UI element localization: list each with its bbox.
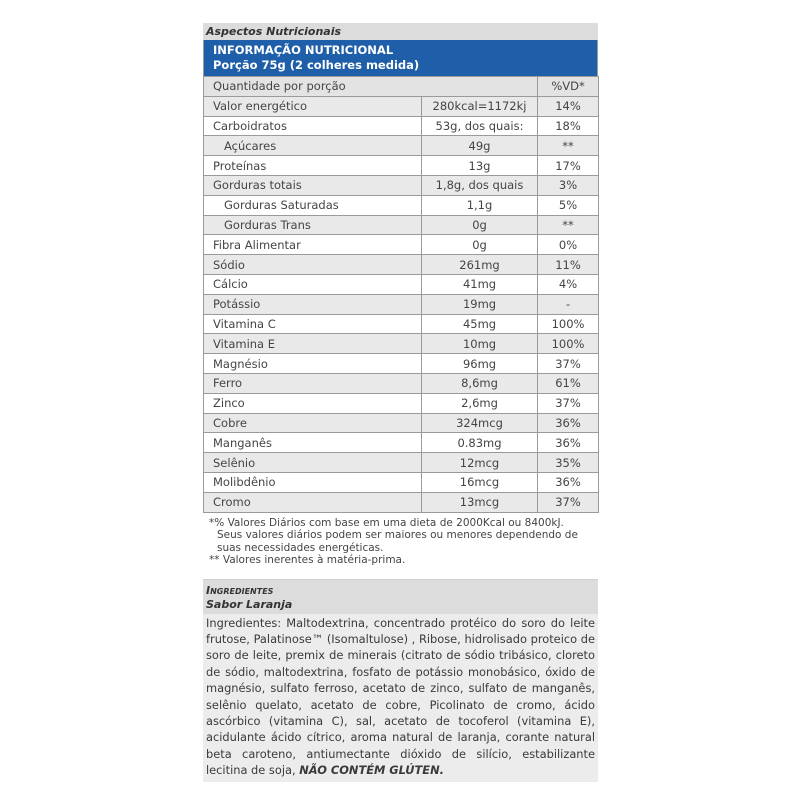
table-row: [204, 393, 599, 413]
nutrient-name: Fibra Alimentar: [204, 235, 422, 255]
nutrient-amount: 261mg: [422, 255, 538, 275]
nutrient-name: Carboidratos: [204, 116, 422, 136]
nutrient-amount: 2,6mg: [422, 393, 538, 413]
nutrient-amount: 49g: [422, 136, 538, 156]
ingredients-list: Ingredientes: Maltodextrina, concentrado protéico do soro do leite frutose, Palatinose™ (Isomaltulose) , Ribose, hidrolisado proteico de soro de leite, premix de minerais (citrato de sódio tribásico, cloreto de sódio, maltodextrina, fosfato de potássio monobásico, óxido de magnésio, sulfato ferroso, acetato de zinco, sulfato de manganês, selênio quelato, acetato de cobre, Picolinato de cromo, ácido ascórbico (vitamina C), sal, acetato de tocoferol (vitamina E), acidulante ácido cítrico, aroma natural de laranja, corante natural beta caroteno, antiumectante dióxido de silício, estabilizante lecitina de soja,: [206, 615, 595, 778]
nutrient-name: Potássio: [204, 294, 422, 314]
panel-serving: Porção 75g (2 colheres medida): [213, 58, 420, 72]
nutrient-name: Ferro: [204, 373, 422, 393]
nutrient-vd: **: [538, 215, 599, 235]
nutrient-amount: 13g: [422, 156, 538, 176]
nutrient-name: Cobre: [204, 413, 422, 433]
nutrient-vd: 36%: [538, 413, 599, 433]
nutrient-amount: 53g, dos quais:: [422, 116, 538, 136]
nutrient-amount: 45mg: [422, 314, 538, 334]
footnote-line: *% Valores Diários com base em uma dieta de 2000Kcal ou 8400kJ.: [209, 516, 564, 529]
table-row: [204, 136, 599, 156]
nutrient-amount: 0g: [422, 235, 538, 255]
nutrient-name: Magnésio: [204, 354, 422, 374]
nutrient-vd: 0%: [538, 235, 599, 255]
nutrient-vd: **: [538, 136, 599, 156]
panel-title: INFORMAÇÃO NUTRICIONAL: [213, 43, 394, 57]
nutrient-name: Manganês: [204, 433, 422, 453]
nutrient-name: Açúcares: [204, 136, 422, 156]
footnote-line: suas necessidades energéticas.: [217, 541, 384, 554]
nutrient-amount: 12mcg: [422, 453, 538, 473]
nutrient-vd: 37%: [538, 492, 599, 512]
nutrient-amount: 1,1g: [422, 195, 538, 215]
nutrient-name: Valor energético: [204, 96, 422, 116]
nutrition-table: [203, 76, 599, 513]
nutrient-amount: 0.83mg: [422, 433, 538, 453]
ingredients-flavor: Sabor Laranja: [206, 597, 293, 611]
nutrient-vd: 36%: [538, 433, 599, 453]
nutrient-vd: 4%: [538, 274, 599, 294]
nutrient-vd: -: [538, 294, 599, 314]
table-row: [204, 492, 599, 512]
table-row: [204, 274, 599, 294]
nutrient-vd: 37%: [538, 354, 599, 374]
table-row: [204, 156, 599, 176]
table-row: [204, 354, 599, 374]
nutrient-vd: 100%: [538, 334, 599, 354]
nutrient-name: Sódio: [204, 255, 422, 275]
table-row: [204, 334, 599, 354]
nutrient-name: Zinco: [204, 393, 422, 413]
table-row: [204, 215, 599, 235]
nutrient-vd: 36%: [538, 472, 599, 492]
table-row: [204, 195, 599, 215]
nutrient-vd: 100%: [538, 314, 599, 334]
table-row: [204, 96, 599, 116]
table-row: [204, 116, 599, 136]
nutrient-vd: 35%: [538, 453, 599, 473]
ingredients-box: [203, 579, 598, 782]
nutrient-amount: 96mg: [422, 354, 538, 374]
nutrient-amount: 10mg: [422, 334, 538, 354]
table-row: [204, 373, 599, 393]
nutrient-amount: 8,6mg: [422, 373, 538, 393]
nutrient-name: Vitamina C: [204, 314, 422, 334]
nutrient-name: Gorduras Saturadas: [204, 195, 422, 215]
nutrient-vd: 18%: [538, 116, 599, 136]
nutrient-amount: 324mcg: [422, 413, 538, 433]
nutrient-vd: 17%: [538, 156, 599, 176]
nutrient-amount: 1,8g, dos quais: [422, 175, 538, 195]
nutrient-amount: 0g: [422, 215, 538, 235]
table-row: [204, 433, 599, 453]
nutrient-amount: 280kcal=1172kj: [422, 96, 538, 116]
nutrient-vd: 11%: [538, 255, 599, 275]
nutrient-name: Gorduras Trans: [204, 215, 422, 235]
nutrient-amount: 13mcg: [422, 492, 538, 512]
ingredients-text: [203, 614, 598, 782]
table-row: [204, 255, 599, 275]
footnotes: [203, 513, 598, 567]
ingredients-header: [203, 580, 598, 614]
nutrient-name: Selênio: [204, 453, 422, 473]
nutrient-amount: 19mg: [422, 294, 538, 314]
header-vd: %VD*: [538, 77, 599, 97]
nutrient-vd: 3%: [538, 175, 599, 195]
footnote-line: ** Valores inerentes à matéria-prima.: [209, 554, 406, 567]
nutrient-vd: 14%: [538, 96, 599, 116]
table-row: [204, 413, 599, 433]
nutrition-panel-header: [203, 40, 598, 76]
nutrient-vd: 61%: [538, 373, 599, 393]
nutrient-name: Molibdênio: [204, 472, 422, 492]
nutrient-name: Cromo: [204, 492, 422, 512]
footnote-line: Seus valores diários podem ser maiores ou menores dependendo de: [217, 529, 578, 542]
table-header-row: [204, 77, 599, 97]
nutrition-label: [203, 23, 598, 782]
nutrient-name: Gorduras totais: [204, 175, 422, 195]
ingredients-heading: Ingredientes: [206, 583, 274, 597]
nutrient-name: Vitamina E: [204, 334, 422, 354]
nutrient-amount: 41mg: [422, 274, 538, 294]
gluten-warning: NÃO CONTÉM GLÚTEN.: [299, 763, 444, 778]
header-quantity: Quantidade por porção: [204, 77, 538, 97]
nutrient-vd: 37%: [538, 393, 599, 413]
nutrient-vd: 5%: [538, 195, 599, 215]
table-row: [204, 453, 599, 473]
nutrient-name: Cálcio: [204, 274, 422, 294]
table-row: [204, 175, 599, 195]
table-row: [204, 235, 599, 255]
section-title: Aspectos Nutricionais: [203, 23, 598, 40]
nutrient-amount: 16mcg: [422, 472, 538, 492]
table-row: [204, 314, 599, 334]
nutrient-name: Proteínas: [204, 156, 422, 176]
table-row: [204, 472, 599, 492]
table-row: [204, 294, 599, 314]
